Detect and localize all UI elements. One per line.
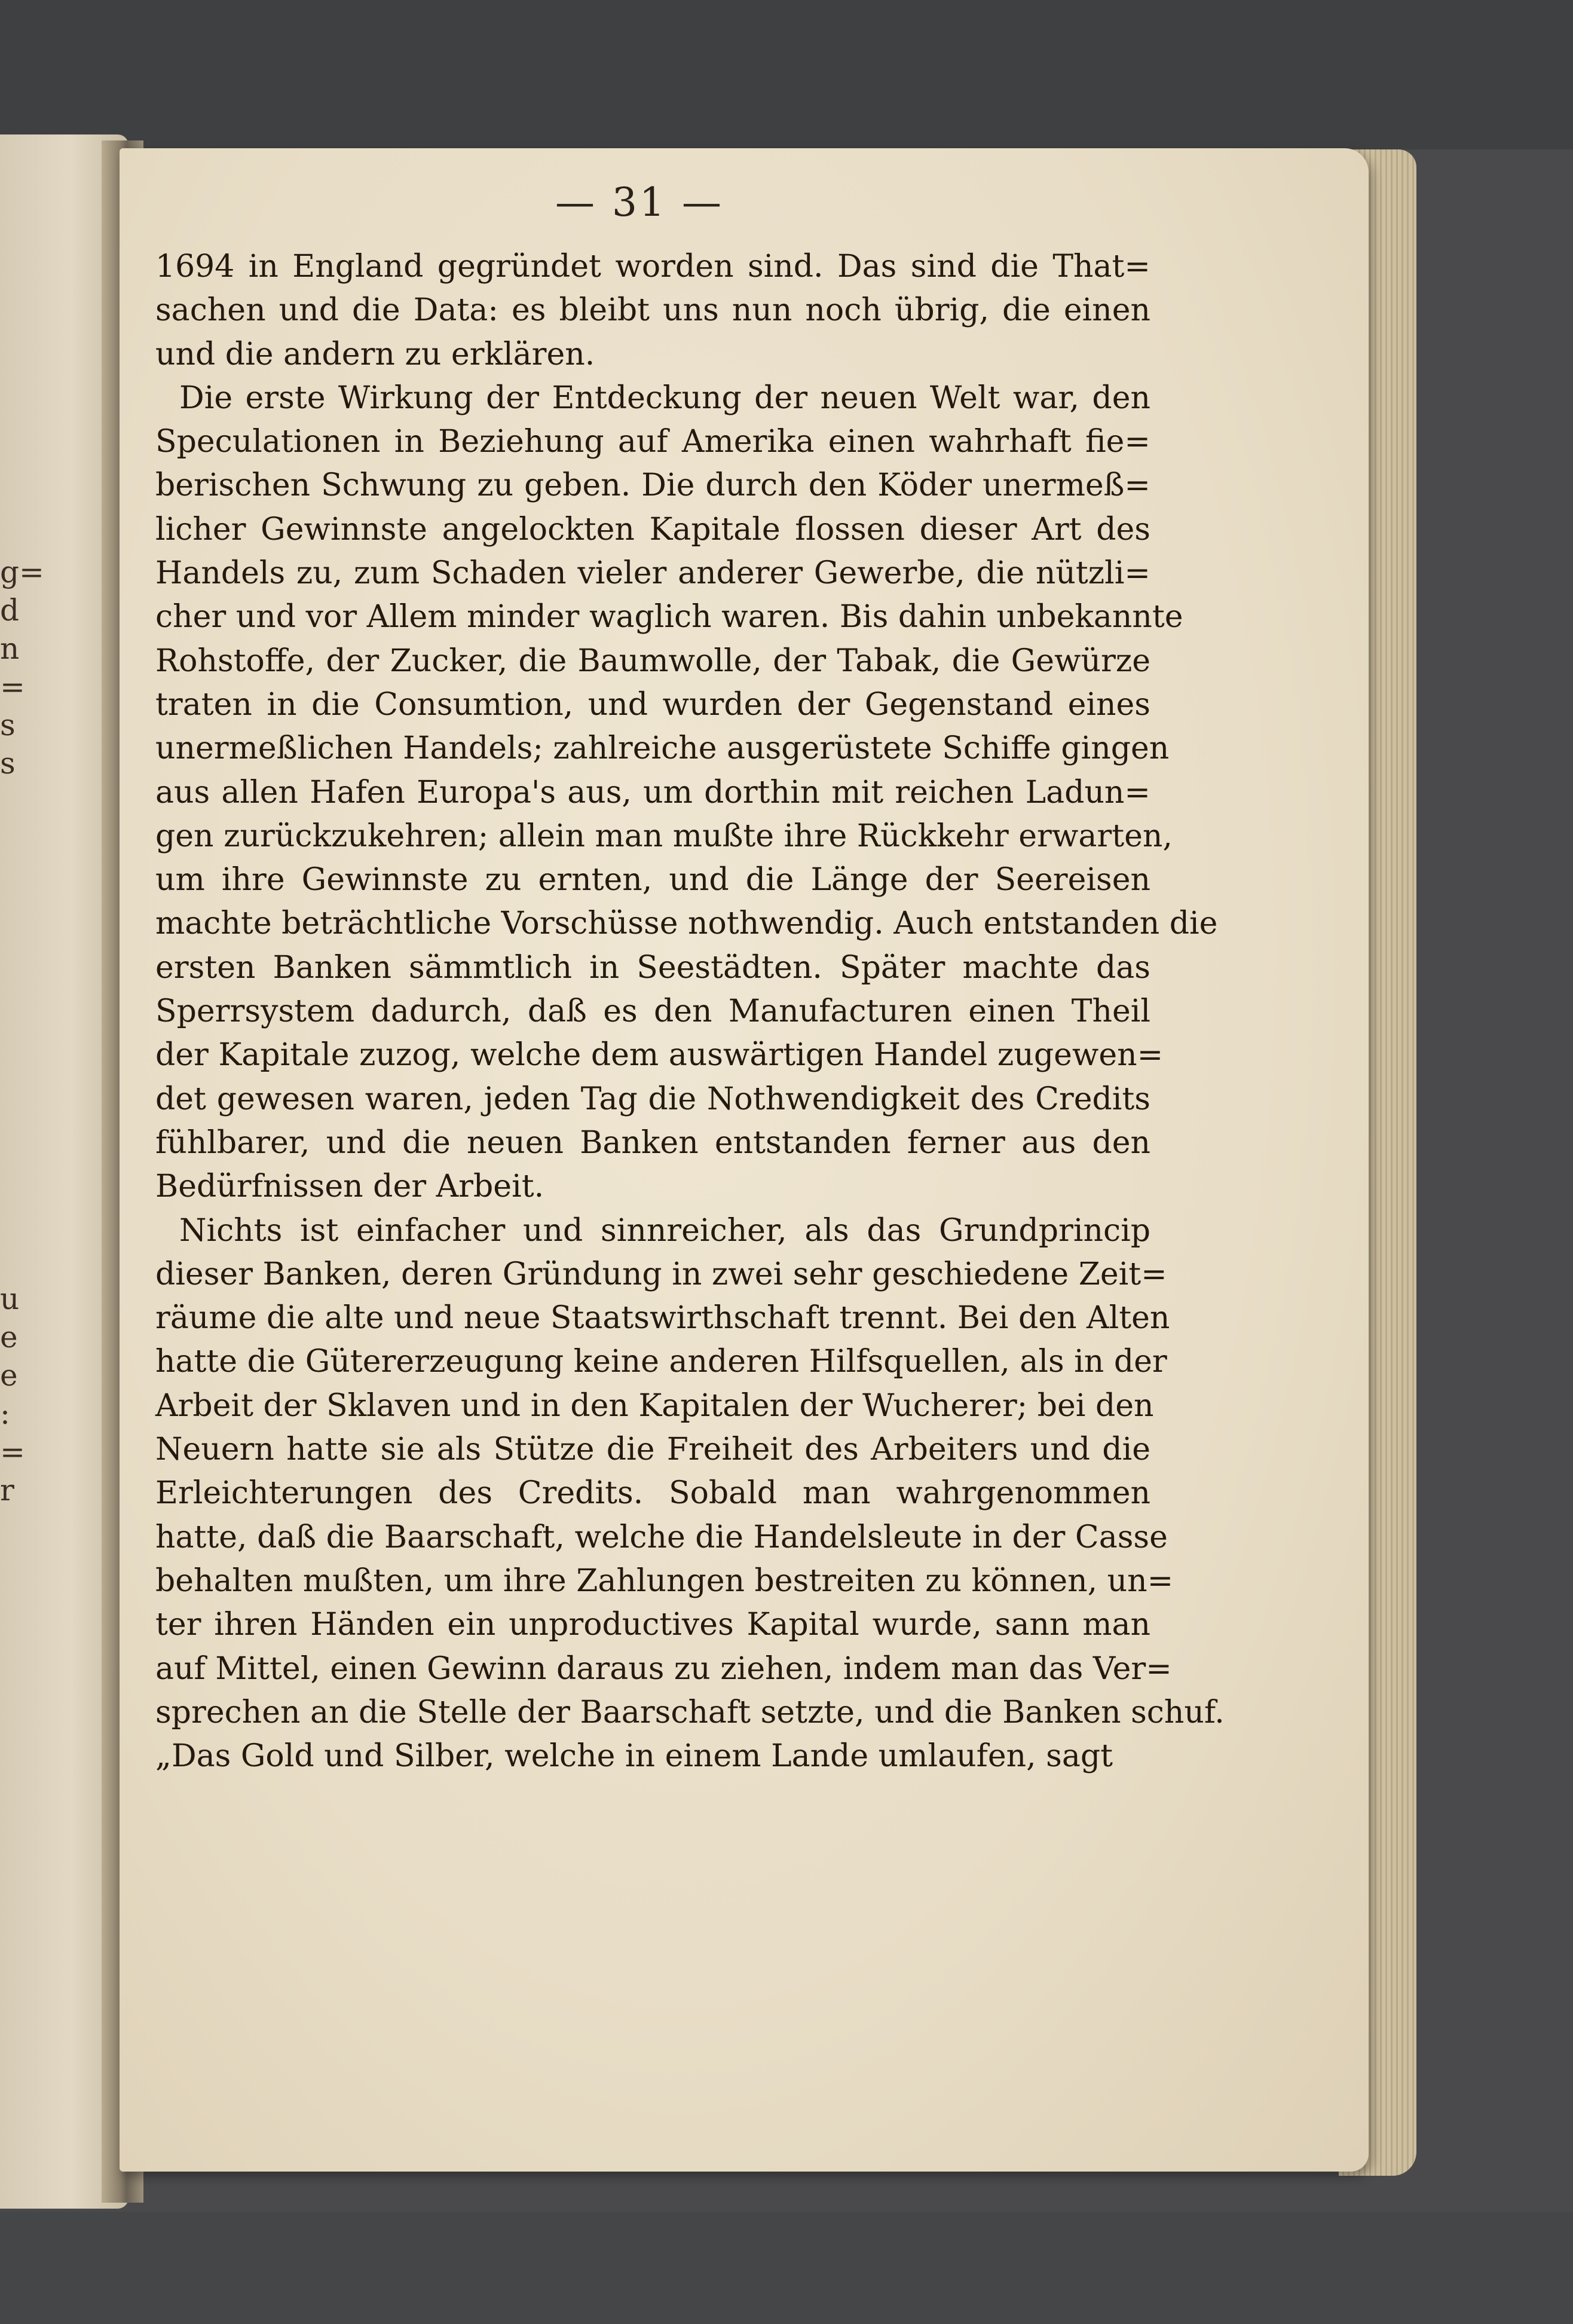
left-page-fragment	[0, 1165, 24, 1203]
left-page-fragment	[0, 935, 24, 974]
left-page-edge-text	[0, 553, 44, 1509]
text-line: der Kapitale zuzog, welche dem auswärtigen Handel zugewen=	[155, 1037, 1164, 1074]
left-page-fragment: d	[0, 593, 20, 628]
left-page-fragment: r	[0, 1473, 14, 1507]
text-line: gen zurückzukehren; allein man mußte ihre Rückkehr erwarten,	[155, 818, 1173, 854]
text-line: um ihre Gewinnste zu ernten, und die Länge der Seereisen	[155, 862, 1150, 898]
left-page-fragment	[0, 1088, 24, 1127]
text-line: Bedürfnissen der Arbeit.	[155, 1169, 544, 1205]
left-page-fragment: e	[0, 1358, 18, 1393]
left-page-fragment	[0, 859, 24, 897]
left-page-fragment	[0, 1203, 24, 1241]
text-line: 1694 in England gegründet worden sind. Das sind die That=	[155, 249, 1150, 285]
text-line: hatte die Gütererzeugung keine anderen Hilfsquellen, als in der	[155, 1344, 1167, 1380]
body-text	[155, 245, 1225, 1778]
text-line: Die erste Wirkung der Entdeckung der neuen Welt war, den	[179, 380, 1150, 416]
left-page-fragment	[0, 1012, 24, 1050]
text-line: auf Mittel, einen Gewinn daraus zu ziehen, indem man das Ver=	[155, 1650, 1172, 1687]
left-page-fragment	[0, 1127, 24, 1165]
text-line: Handels zu, zum Schaden vieler anderer Gewerbe, die nützli=	[155, 555, 1150, 592]
text-line: licher Gewinnste angelockten Kapitale flossen dieser Art des	[155, 511, 1150, 548]
backdrop-top	[0, 0, 1573, 149]
text-line: behalten mußten, um ihre Zahlungen bestreiten zu können, un=	[155, 1562, 1174, 1599]
text-line: sachen und die Data: es bleibt uns nun noch übrig, die einen	[155, 292, 1150, 329]
text-line: hatte, daß die Baarschaft, welche die Handelsleute in der Casse	[155, 1519, 1168, 1555]
text-line: cher und vor Allem minder waglich waren. Bis dahin unbekannte	[155, 599, 1183, 635]
text-line: „Das Gold und Silber, welche in einem Lande umlaufen, sagt	[155, 1738, 1113, 1775]
text-line: Nichts ist einfacher und sinnreicher, als das Grundprincip	[179, 1212, 1150, 1249]
left-page-fragment: :	[0, 1396, 10, 1431]
text-line: ersten Banken sämmtlich in Seestädten. Später machte das	[155, 949, 1150, 986]
paragraph	[155, 1209, 1225, 1779]
text-line: Rohstoffe, der Zucker, die Baumwolle, der Tabak, die Gewürze	[155, 643, 1150, 679]
text-line: fühlbarer, und die neuen Banken entstanden ferner aus den	[155, 1124, 1150, 1161]
left-page-fragment	[0, 1241, 24, 1280]
text-line: Arbeit der Sklaven und in den Kapitalen der Wucherer; bei den	[155, 1387, 1154, 1424]
left-page-fragment	[0, 974, 24, 1012]
text-line: und die andern zu erklären.	[155, 336, 595, 372]
paragraph	[155, 245, 1150, 377]
left-page-fragment	[0, 782, 24, 821]
text-line: sprechen an die Stelle der Baarschaft setzte, und die Banken schuf.	[155, 1694, 1225, 1730]
text-line: räume die alte und neue Staatswirthschaft trennt. Bei den Alten	[155, 1300, 1170, 1337]
left-page-fragment	[0, 821, 24, 859]
text-line: Speculationen in Beziehung auf Amerika einen wahrhaft fie=	[155, 424, 1150, 460]
left-page-fragment: u	[0, 1282, 20, 1316]
left-page-fragment: g=	[0, 555, 44, 589]
text-line: unermeßlichen Handels; zahlreiche ausgerüstete Schiffe gingen	[155, 730, 1170, 767]
text-line: dieser Banken, deren Gründung in zwei sehr geschiedene Zeit=	[155, 1256, 1167, 1292]
text-line: traten in die Consumtion, und wurden der Gegenstand eines	[155, 686, 1150, 723]
left-page-fragment: n	[0, 631, 20, 666]
left-page-fragment: e	[0, 1320, 18, 1354]
text-line: berischen Schwung zu geben. Die durch den Köder unermeß=	[155, 467, 1150, 504]
left-page-fragment: s	[0, 708, 16, 742]
left-page-fragment: =	[0, 669, 25, 704]
text-line: Erleichterungen des Credits. Sobald man wahrgenommen	[155, 1475, 1150, 1512]
text-line: Neuern hatte sie als Stütze die Freiheit des Arbeiters und die	[155, 1432, 1150, 1468]
left-page-fragment	[0, 897, 24, 935]
paragraph	[155, 377, 1218, 1209]
left-page-fragment	[0, 1050, 24, 1088]
left-page-fragment: s	[0, 746, 16, 781]
text-line: machte beträchtliche Vorschüsse nothwendig. Auch entstanden die	[155, 906, 1218, 942]
text-line: Sperrsystem dadurch, daß es den Manufacturen einen Theil	[155, 993, 1150, 1030]
page-number: — 31 —	[555, 179, 724, 225]
text-line: det gewesen waren, jeden Tag die Nothwendigkeit des Credits	[155, 1081, 1150, 1117]
backdrop-bottom	[0, 2212, 1573, 2324]
text-line: ter ihren Händen ein unproductives Kapital wurde, sann man	[155, 1607, 1150, 1643]
left-page-fragment: =	[0, 1435, 25, 1469]
text-line: aus allen Hafen Europa's aus, um dorthin mit reichen Ladun=	[155, 774, 1150, 811]
